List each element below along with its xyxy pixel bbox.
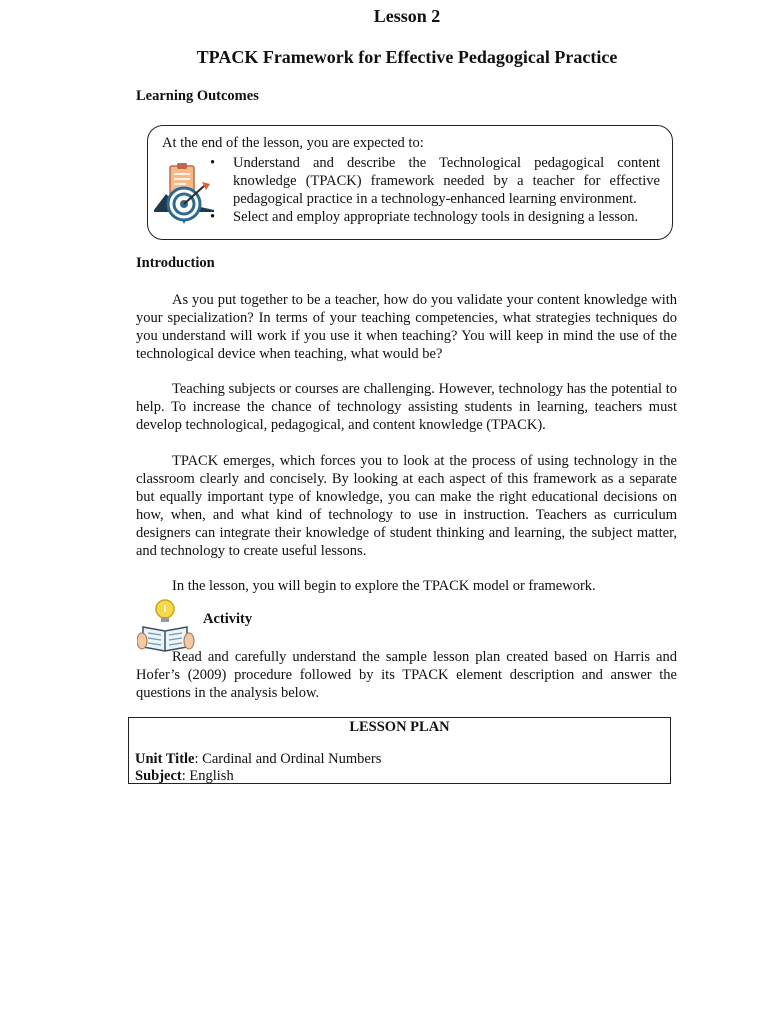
- activity-text: Read and carefully understand the sample lesson plan created based on Harris and Hofer’s (2009) procedure followed by its TPACK element description and answer the questions in the analysis below.: [136, 649, 677, 701]
- intro-paragraph: In the lesson, you will begin to explore the TPACK model or framework.: [172, 578, 596, 594]
- lesson-title: TPACK Framework for Effective Pedagogical Practice: [196, 47, 618, 67]
- reader-lightbulb-icon: [137, 597, 195, 655]
- lesson-number: Lesson 2: [373, 6, 441, 26]
- lesson-plan-title: LESSON PLAN: [349, 719, 450, 735]
- intro-paragraph: TPACK emerges, which forces you to look at the process of using technology in the classroom clearly and concisely. By looking at each aspect of this framework as a separate but equally important type of knowledge, you can make the right educational decisions on how, when, and what kind of technology to use in instruction. Teachers as curriculum designers can integrate their knowledge of student thinking and learning, the subject matter, and technology to create useful lessons.: [136, 453, 677, 559]
- introduction-heading: Introduction: [136, 255, 215, 271]
- activity-heading: Activity: [203, 611, 253, 627]
- unit-title-line: [135, 751, 381, 768]
- intro-paragraph: Teaching subjects or courses are challenging. However, technology has the potential to help. To increase the chance of technology assisting students in learning, teachers must develop technological, pedagogical, and content knowledge (TPACK).: [136, 381, 677, 433]
- unit-title-label: Unit Title: [135, 751, 195, 767]
- outcome-item: • Understand and describe the Technological pedagogical content knowledge (TPACK) framework needed by a teacher for effective pedagogical practice in a technology-enhanced learning environment.: [207, 154, 660, 208]
- subject-value: : English: [181, 768, 234, 784]
- subject-label: Subject: [135, 768, 182, 784]
- unit-title-value: : Cardinal and Ordinal Numbers: [194, 751, 382, 767]
- outcome-item: • Select and employ appropriate technology tools in designing a lesson.: [207, 208, 660, 226]
- intro-paragraph: As you put together to be a teacher, how do you validate your content knowledge with your specialization? In terms of your teaching competencies, what strategies techniques do you understand will work if you use it when teaching? You will keep in mind the use of the technological device when teaching, what would be?: [136, 292, 677, 362]
- subject-line: [135, 768, 234, 785]
- learning-outcomes-heading: Learning Outcomes: [136, 88, 259, 104]
- outcomes-list: [207, 154, 660, 226]
- outcomes-intro: At the end of the lesson, you are expected to:: [162, 135, 424, 151]
